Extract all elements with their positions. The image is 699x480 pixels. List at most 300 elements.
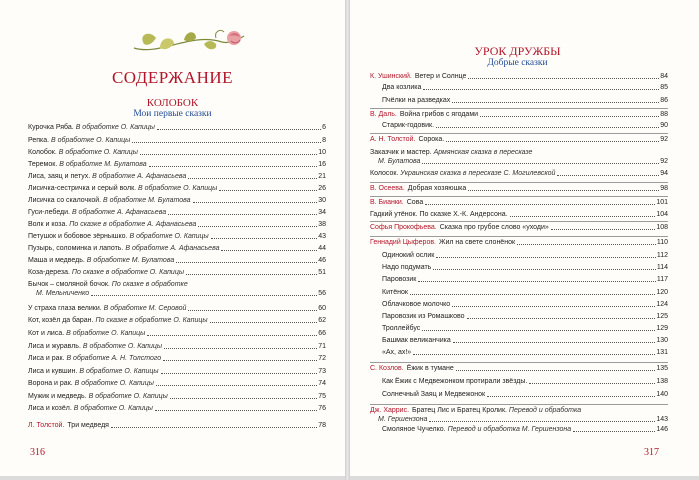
- page-title: СОДЕРЖАНИЕ: [111, 68, 234, 87]
- entry-title: Кот, козёл да баран.: [28, 317, 94, 324]
- entry-author: Геннадий Цыферов.: [370, 239, 437, 246]
- entry-title: Лиса, заяц и петух.: [28, 173, 91, 180]
- entry-subtitle: Украинская сказка в пересказе С. Могилевской: [398, 170, 556, 177]
- entry-title: Лиса и кувшин.: [28, 368, 78, 375]
- entry-text: [28, 148, 138, 157]
- toc-entry[interactable]: [28, 268, 326, 277]
- entry-separator: [370, 133, 668, 134]
- dot-leader: [529, 383, 655, 384]
- dot-leader: [487, 396, 655, 397]
- dot-leader: [423, 89, 659, 90]
- entry-page-number: 38: [318, 221, 326, 228]
- dot-leader: [436, 127, 659, 128]
- entry-text: [28, 160, 147, 169]
- entry-title: Заказчик и мастер.: [370, 149, 432, 156]
- dot-leader: [132, 142, 321, 143]
- toc-entry[interactable]: [370, 148, 532, 157]
- dot-leader: [170, 398, 317, 399]
- entry-title: Лисичка-сестричка и серый волк.: [28, 185, 137, 192]
- entry-page-number: 135: [656, 365, 668, 372]
- entry-title: Колосок.: [370, 170, 399, 177]
- entry-separator: [370, 362, 668, 363]
- entry-text: [28, 268, 184, 277]
- entry-subtitle: В обработке А. Афанасьева: [70, 209, 167, 216]
- entry-page-number: 85: [660, 84, 668, 91]
- entry-page-number: 74: [318, 380, 326, 387]
- section-title-kolobok: КОЛОБОК: [146, 97, 199, 109]
- dot-leader: [157, 129, 321, 130]
- entry-title: Курочка Ряба.: [28, 124, 74, 131]
- entry-text: [28, 329, 145, 338]
- entry-author: С. Козлов.: [370, 365, 404, 372]
- entry-page-number: 26: [318, 185, 326, 192]
- entry-title: Война грибов с ягодами: [399, 111, 479, 118]
- entry-title: Старик-годовик.: [382, 122, 435, 129]
- entry-subtitle: В обработке О. Капицы: [71, 405, 153, 412]
- dot-leader: [468, 190, 659, 191]
- entry-page-number: 138: [656, 378, 668, 385]
- entry-page-number: 84: [660, 73, 668, 80]
- entry-title: Бычок – смоляной бочок.: [28, 281, 110, 288]
- toc-entry[interactable]: [28, 148, 326, 157]
- toc-entry[interactable]: [28, 123, 326, 132]
- entry-text: [382, 96, 450, 105]
- entry-text: [382, 312, 465, 321]
- toc-entry[interactable]: [28, 172, 326, 181]
- entry-title: Лисичка со скалочкой.: [28, 197, 102, 204]
- entry-title: Мужик и медведь.: [28, 393, 87, 400]
- dot-leader: [452, 102, 659, 103]
- page-number-right: 317: [644, 447, 659, 458]
- entry-page-number: 130: [656, 337, 668, 344]
- toc-entry[interactable]: [382, 377, 668, 386]
- entry-subtitle: В обработке О. Капицы: [56, 149, 138, 156]
- entry-title: Гуси-лебеди.: [28, 209, 70, 216]
- dot-leader: [186, 274, 317, 275]
- dot-leader: [161, 373, 318, 374]
- toc-entry[interactable]: [382, 275, 668, 284]
- dot-leader: [410, 294, 655, 295]
- dot-leader: [429, 421, 655, 422]
- entry-subtitle: В обработке О. Капицы: [86, 393, 168, 400]
- entry-text: [370, 406, 581, 415]
- entry-text: [370, 72, 466, 81]
- entry-text: [382, 425, 571, 434]
- dot-leader: [188, 310, 317, 311]
- entry-author: Софья Прокофьева.: [370, 224, 437, 231]
- entry-title: Братец Лис и Братец Кролик.: [412, 407, 507, 414]
- entry-text: [382, 324, 420, 333]
- entry-subtitle: В обработке О. Капицы: [49, 137, 131, 144]
- entry-text: [370, 110, 478, 119]
- toc-entry[interactable]: [28, 342, 326, 351]
- entry-author: Дж. Харрис.: [370, 407, 410, 414]
- entry-text: [370, 364, 454, 373]
- entry-page-number: 92: [660, 158, 668, 165]
- toc-entry[interactable]: [28, 196, 326, 205]
- toc-entry[interactable]: [382, 251, 668, 260]
- dot-leader: [517, 244, 656, 245]
- entry-page-number: 8: [322, 137, 326, 144]
- entry-title: Петушок и бобовое зёрнышко.: [28, 233, 128, 240]
- entry-title: Добрая хозяюшка: [407, 185, 467, 192]
- dot-leader: [91, 295, 317, 296]
- entry-title: Троллейбус: [382, 325, 421, 332]
- toc-entry[interactable]: [382, 425, 668, 434]
- entry-title: Волк и коза.: [28, 221, 68, 228]
- toc-entry[interactable]: [28, 280, 188, 289]
- entry-title: Жил на свете слонёнок: [439, 239, 516, 246]
- toc-entry[interactable]: [28, 367, 326, 376]
- entry-text: [28, 123, 155, 132]
- entry-page-number: 34: [318, 209, 326, 216]
- dot-leader: [573, 431, 655, 432]
- entry-title: Кот и лиса.: [28, 330, 65, 337]
- toc-entry[interactable]: [370, 110, 668, 119]
- toc-entry[interactable]: [382, 336, 668, 345]
- entry-subtitle: В обработке О. Капицы: [127, 233, 209, 240]
- entry-page-number: 76: [318, 405, 326, 412]
- entry-page-number: 75: [318, 393, 326, 400]
- dot-leader: [436, 257, 656, 258]
- section-subtitle-urok-druzhby: Добрые сказки: [487, 58, 548, 68]
- entry-text: [370, 210, 508, 219]
- entry-separator: [370, 182, 668, 183]
- dot-leader: [456, 370, 656, 371]
- entry-text: [28, 342, 162, 351]
- toc-entry[interactable]: [382, 121, 668, 130]
- toc-entry[interactable]: [370, 72, 668, 81]
- entry-text: [382, 275, 416, 284]
- entry-title: Сорока.: [418, 136, 445, 143]
- entry-page-number: 86: [660, 97, 668, 104]
- entry-page-number: 88: [660, 111, 668, 118]
- entry-page-number: 120: [656, 289, 668, 296]
- entry-page-number: 131: [656, 349, 668, 356]
- toc-entry[interactable]: [370, 210, 668, 219]
- toc-entry[interactable]: [370, 406, 581, 415]
- entry-subtitle: В обработке М. Булатова: [84, 257, 175, 264]
- toc-entry[interactable]: [370, 198, 668, 207]
- entry-subtitle: В обработке О. Капицы: [136, 185, 218, 192]
- toc-entry[interactable]: [370, 238, 668, 247]
- entry-subtitle: По сказке в обработке О. Капицы: [93, 317, 208, 324]
- dot-leader: [176, 262, 317, 263]
- entry-title: Как Ёжик с Медвежонком протирали звёзды.: [382, 378, 528, 385]
- dot-leader: [422, 330, 655, 331]
- toc-entry[interactable]: [382, 300, 668, 309]
- toc-entry[interactable]: [28, 184, 326, 193]
- entry-title: «Ах, ах!»: [382, 349, 412, 356]
- dot-leader: [480, 116, 659, 117]
- entry-page-number: 112: [656, 252, 668, 259]
- entry-text: [382, 390, 485, 399]
- entry-text: [382, 336, 451, 345]
- toc-entry-continuation: [378, 157, 668, 166]
- entry-title: Пузырь, соломинка и лапоть.: [28, 245, 124, 252]
- entry-subtitle: По сказке в обработке О. Капицы: [69, 269, 184, 276]
- entry-text: [28, 196, 191, 205]
- toc-entry[interactable]: [382, 390, 668, 399]
- entry-text: [370, 184, 466, 193]
- dot-leader: [453, 342, 656, 343]
- entry-subtitle: В обработке О. Капицы: [77, 368, 159, 375]
- entry-page-number: 90: [660, 122, 668, 129]
- entry-text: [28, 404, 153, 413]
- toc-entry[interactable]: [28, 208, 326, 217]
- toc-entry[interactable]: [382, 312, 668, 321]
- toc-entry[interactable]: [382, 96, 668, 105]
- entry-page-number: 114: [656, 264, 668, 271]
- page-number-left: 316: [30, 447, 45, 458]
- toc-entry[interactable]: [28, 421, 326, 430]
- entry-text: [370, 169, 555, 178]
- dot-leader: [210, 322, 318, 323]
- entry-title: Сова: [406, 199, 424, 206]
- dot-leader: [219, 190, 317, 191]
- right-page: [350, 0, 699, 476]
- entry-page-number: 71: [318, 343, 326, 350]
- dot-leader: [147, 335, 317, 336]
- dot-leader: [193, 202, 318, 203]
- entry-page-number: 129: [656, 325, 668, 332]
- entry-text: [28, 256, 174, 265]
- dot-leader: [510, 216, 656, 217]
- entry-page-number: 101: [656, 199, 668, 206]
- entry-text: [28, 232, 209, 241]
- entry-separator: [370, 196, 668, 197]
- dot-leader: [425, 204, 655, 205]
- entry-title: Лиса и козёл.: [28, 405, 72, 412]
- dot-leader: [467, 318, 656, 319]
- entry-subtitle-cont: М. Гершензона: [378, 416, 428, 423]
- entry-page-number: 46: [318, 257, 326, 264]
- entry-page-number: 21: [318, 173, 326, 180]
- entry-title: Ворона и рак.: [28, 380, 73, 387]
- entry-title: Репка.: [28, 137, 50, 144]
- entry-subtitle: В обработке М. Булатова: [101, 197, 191, 204]
- entry-author: В. Осеева.: [370, 185, 405, 192]
- entry-text: [28, 244, 219, 253]
- entry-text: [370, 223, 549, 232]
- entry-page-number: 117: [656, 276, 668, 283]
- entry-page-number: 16: [318, 161, 326, 168]
- toc-entry[interactable]: [28, 136, 326, 145]
- entry-text: [28, 316, 208, 325]
- entry-page-number: 44: [318, 245, 326, 252]
- toc-entry[interactable]: [28, 232, 326, 241]
- dot-leader: [168, 214, 317, 215]
- entry-subtitle: В обработке О. Капицы: [72, 380, 154, 387]
- entry-author: Л. Толстой.: [28, 422, 65, 429]
- entry-subtitle: Перевод и обработка: [506, 407, 582, 414]
- entry-title: Гадкий утёнок. По сказке Х.-К. Андерсона.: [370, 211, 508, 218]
- dot-leader: [557, 175, 659, 176]
- entry-text: [28, 379, 154, 388]
- dot-leader: [551, 229, 656, 230]
- entry-title: Ветер и Солнце: [414, 73, 467, 80]
- entry-page-number: 110: [656, 239, 668, 246]
- dot-leader: [188, 178, 317, 179]
- toc-entry[interactable]: [28, 316, 326, 325]
- entry-title: Лиса и журавль.: [28, 343, 81, 350]
- entry-page-number: 10: [318, 149, 326, 156]
- entry-text: [370, 135, 444, 144]
- entry-author: В. Бианки.: [370, 199, 404, 206]
- entry-separator: [370, 236, 668, 237]
- entry-page-number: 143: [656, 416, 668, 423]
- entry-text: [370, 148, 532, 157]
- entry-page-number: 140: [656, 391, 668, 398]
- entry-page-number: 43: [318, 233, 326, 240]
- entry-text: [28, 220, 196, 229]
- entry-separator: [370, 404, 668, 405]
- entry-title: Солнечный Заяц и Медвежонок: [382, 391, 486, 398]
- toc-entry[interactable]: [370, 184, 668, 193]
- section-title-urok-druzhby: УРОК ДРУЖБЫ: [474, 44, 561, 58]
- entry-author: К. Ушинский.: [370, 73, 412, 80]
- dot-leader: [452, 306, 655, 307]
- entry-title: Облачковое молочко: [382, 301, 451, 308]
- entry-text: [28, 392, 168, 401]
- entry-text: [370, 238, 515, 247]
- entry-page-number: 30: [318, 197, 326, 204]
- entry-text: [28, 367, 159, 376]
- entry-text: [382, 288, 408, 297]
- toc-entry[interactable]: [28, 354, 326, 363]
- entry-page-number: 124: [656, 301, 668, 308]
- entry-page-number: 108: [656, 224, 668, 231]
- entry-subtitle: По сказке в обработке А. Афанасьева: [67, 221, 197, 228]
- entry-text: [28, 304, 186, 313]
- toc-entry[interactable]: [28, 304, 326, 313]
- toc-entry[interactable]: [28, 256, 326, 265]
- entry-subtitle: В обработке А. Афанасьева: [90, 173, 187, 180]
- entry-page-number: 104: [656, 211, 668, 218]
- dot-leader: [198, 226, 317, 227]
- entry-title: Надо подумать: [382, 264, 432, 271]
- left-page: [0, 0, 345, 476]
- toc-entry[interactable]: [382, 83, 668, 92]
- entry-page-number: 62: [318, 317, 326, 324]
- entry-subtitle: Перевод и обработка М. Гершензона: [445, 426, 572, 433]
- rose-branch-icon: [130, 22, 250, 62]
- dot-leader: [111, 427, 317, 428]
- entry-subtitle-cont: М. Булатова: [378, 158, 421, 165]
- entry-title: Смоляное Чучелко.: [382, 426, 446, 433]
- entry-page-number: 78: [318, 422, 326, 429]
- entry-text: [28, 184, 217, 193]
- toc-entry[interactable]: [382, 348, 668, 357]
- entry-text: [382, 121, 434, 130]
- entry-text: [382, 263, 431, 272]
- entry-title: Три медведя: [67, 422, 109, 429]
- entry-text: [28, 136, 130, 145]
- entry-text: [370, 198, 423, 207]
- entry-page-number: 51: [318, 269, 326, 276]
- entry-text: [28, 421, 109, 430]
- entry-page-number: 92: [660, 136, 668, 143]
- toc-entry[interactable]: [28, 329, 326, 338]
- entry-text: [382, 251, 434, 260]
- dot-leader: [422, 163, 659, 164]
- entry-text: [382, 300, 450, 309]
- toc-entry-continuation: [378, 415, 668, 424]
- entry-page-number: 98: [660, 185, 668, 192]
- entry-title: Паровозик: [382, 276, 417, 283]
- entry-title: Паровозик из Ромашково: [382, 313, 465, 320]
- toc-entry[interactable]: [370, 364, 668, 373]
- entry-text: [382, 83, 421, 92]
- entry-author: А. Н. Толстой.: [370, 136, 416, 143]
- entry-title: Пчёлки на разведках: [382, 97, 451, 104]
- entry-subtitle: По сказке в обработке: [109, 281, 188, 288]
- dot-leader: [164, 348, 317, 349]
- dot-leader: [163, 360, 317, 361]
- toc-entry[interactable]: [28, 392, 326, 401]
- entry-text: [382, 377, 527, 386]
- dot-leader: [156, 385, 317, 386]
- entry-subtitle-cont: М. Мельниченко: [36, 290, 90, 297]
- entry-subtitle: В обработке О. Капицы: [80, 343, 163, 350]
- toc-entry[interactable]: [28, 244, 326, 253]
- entry-title: Два козлика: [382, 84, 422, 91]
- entry-subtitle: В обработке А. Н. Толстого: [64, 355, 162, 362]
- entry-title: Теремок.: [28, 161, 58, 168]
- entry-title: Коза-дереза.: [28, 269, 70, 276]
- entry-title: Лиса и рак.: [28, 355, 65, 362]
- dot-leader: [149, 166, 318, 167]
- entry-text: [382, 348, 411, 357]
- entry-title: Китёнок: [382, 289, 408, 296]
- dot-leader: [221, 250, 317, 251]
- dot-leader: [140, 154, 317, 155]
- entry-title: Башмак великанчика: [382, 337, 451, 344]
- toc-entry[interactable]: [382, 263, 668, 272]
- entry-page-number: 56: [318, 290, 326, 297]
- toc-entry[interactable]: [370, 223, 668, 232]
- entry-subtitle: В обработке О. Капицы: [73, 124, 155, 131]
- entry-text: [28, 354, 161, 363]
- entry-title: Колобок.: [28, 149, 57, 156]
- entry-separator: [370, 221, 668, 222]
- entry-page-number: 72: [318, 355, 326, 362]
- toc-entry[interactable]: [370, 169, 668, 178]
- entry-text: [28, 208, 166, 217]
- entry-page-number: 125: [656, 313, 668, 320]
- dot-leader: [413, 354, 655, 355]
- entry-text: [28, 280, 188, 289]
- toc-entry[interactable]: [28, 220, 326, 229]
- entry-title: Сказка про грубое слово «уходи»: [439, 224, 549, 231]
- entry-title: Маша и медведь.: [28, 257, 85, 264]
- toc-entry[interactable]: [28, 404, 326, 413]
- dot-leader: [433, 269, 656, 270]
- toc-entry[interactable]: [370, 135, 668, 144]
- toc-entry[interactable]: [28, 379, 326, 388]
- dot-leader: [446, 141, 659, 142]
- dot-leader: [418, 281, 655, 282]
- dot-leader: [468, 78, 659, 79]
- toc-entry[interactable]: [382, 324, 668, 333]
- entry-subtitle: В обработке О. Капицы: [64, 330, 146, 337]
- entry-author: В. Даль.: [370, 111, 397, 118]
- toc-entry[interactable]: [382, 288, 668, 297]
- entry-page-number: 60: [318, 305, 326, 312]
- entry-subtitle: Армянская сказка в пересказе: [431, 149, 533, 156]
- toc-entry[interactable]: [28, 160, 326, 169]
- entry-title: Ёжик в тумане: [406, 365, 454, 372]
